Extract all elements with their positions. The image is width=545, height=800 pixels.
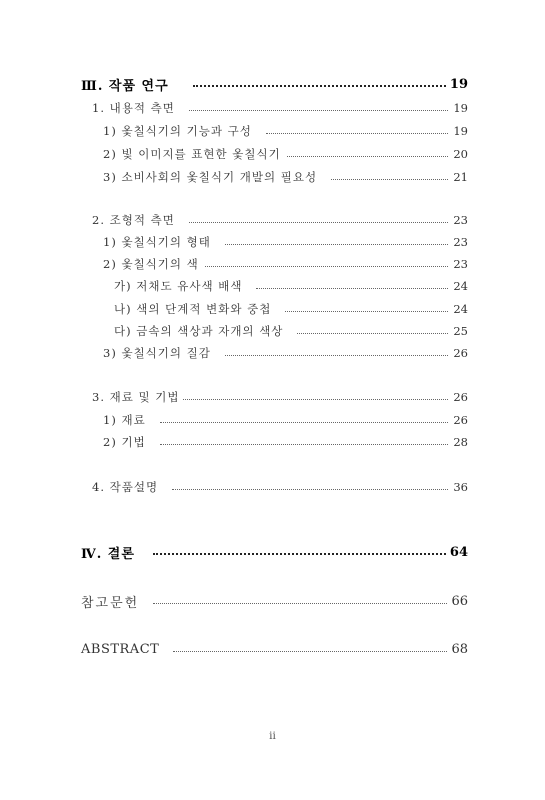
toc-page-number: 20 xyxy=(453,147,468,161)
toc-label: 참고문헌 xyxy=(81,595,140,611)
toc-page-number: 25 xyxy=(453,324,468,338)
toc-entry-section-1[interactable] xyxy=(0,99,545,117)
toc-label: 1) 재료 xyxy=(103,413,146,427)
toc-leader xyxy=(331,179,448,180)
toc-page-number: 66 xyxy=(451,593,468,609)
toc-leader xyxy=(160,444,448,445)
toc-entry-section-1-2[interactable] xyxy=(0,145,545,163)
toc-page-number: 21 xyxy=(453,170,468,184)
toc-entry-section-3[interactable] xyxy=(0,388,545,406)
toc-label: 2) 빛 이미지를 표현한 옻칠식기 xyxy=(103,147,281,161)
toc-page-number: 26 xyxy=(453,346,468,360)
toc-page-number: 26 xyxy=(453,413,468,427)
toc-entry-chapter-4[interactable] xyxy=(0,543,545,561)
toc-leader xyxy=(287,156,448,157)
toc-label: 1) 옻칠식기의 기능과 구성 xyxy=(103,124,252,138)
toc-leader xyxy=(256,288,448,289)
toc-page-number: 23 xyxy=(453,213,468,227)
toc-label: 3) 소비사회의 옻칠식기 개발의 필요성 xyxy=(103,170,318,184)
toc-page-number: 28 xyxy=(453,435,468,449)
toc-label: 4. 작품설명 xyxy=(92,480,159,494)
toc-page-number: 26 xyxy=(453,390,468,404)
toc-page-number: 36 xyxy=(453,480,468,494)
toc-leader xyxy=(153,553,446,555)
toc-leader xyxy=(183,399,448,400)
toc-leader xyxy=(285,311,448,312)
toc-entry-section-3-2[interactable] xyxy=(0,433,545,451)
toc-leader xyxy=(173,651,447,652)
toc-page-number: 64 xyxy=(449,544,468,560)
toc-leader xyxy=(205,266,448,267)
toc-page-number: 24 xyxy=(453,302,468,316)
toc-page-number: 19 xyxy=(453,101,468,115)
toc-entry-section-2-2-c[interactable] xyxy=(0,322,545,340)
toc-label: 2) 옻칠식기의 색 xyxy=(103,257,199,271)
toc-leader xyxy=(297,333,448,334)
toc-page-number: 23 xyxy=(453,257,468,271)
toc-page-number: 68 xyxy=(451,641,468,657)
toc-page-number: 24 xyxy=(453,279,468,293)
toc-entry-section-2-2[interactable] xyxy=(0,255,545,273)
toc-label: 나) 색의 단계적 변화와 중첩 xyxy=(114,302,272,316)
toc-leader xyxy=(153,603,447,604)
toc-entry-section-4[interactable] xyxy=(0,478,545,496)
toc-label: Ⅲ. 작품 연구 xyxy=(81,78,169,94)
toc-leader xyxy=(225,244,448,245)
toc-entry-references[interactable] xyxy=(0,592,545,610)
toc-entry-section-3-1[interactable] xyxy=(0,411,545,429)
toc-entry-section-1-1[interactable] xyxy=(0,122,545,140)
toc-label: 1. 내용적 측면 xyxy=(92,101,175,115)
toc-label: 2. 조형적 측면 xyxy=(92,213,175,227)
toc-page-number: 23 xyxy=(453,235,468,249)
toc-label: 3) 옻칠식기의 질감 xyxy=(103,346,211,360)
toc-entry-section-2-2-a[interactable] xyxy=(0,277,545,295)
toc-entry-abstract[interactable] xyxy=(0,640,545,658)
toc-label: 가) 저채도 유사색 배색 xyxy=(114,279,243,293)
toc-leader xyxy=(266,133,448,134)
toc-entry-section-2-3[interactable] xyxy=(0,344,545,362)
toc-leader xyxy=(189,222,448,223)
toc-leader xyxy=(189,110,448,111)
toc-label: ABSTRACT xyxy=(81,641,160,657)
toc-label: Ⅳ. 결론 xyxy=(81,546,135,562)
footer-page-number: ii xyxy=(269,730,276,742)
toc-entry-section-1-3[interactable] xyxy=(0,168,545,186)
toc-page-number: 19 xyxy=(449,76,468,92)
toc-label: 다) 금속의 색상과 자개의 색상 xyxy=(114,324,284,338)
toc-entry-section-2-2-b[interactable] xyxy=(0,300,545,318)
toc-entry-section-2[interactable] xyxy=(0,211,545,229)
toc-leader xyxy=(193,85,446,87)
toc-leader xyxy=(160,422,448,423)
toc-label: 3. 재료 및 기법 xyxy=(92,390,180,404)
toc-label: 1) 옻칠식기의 형태 xyxy=(103,235,211,249)
toc-page-number: 19 xyxy=(453,124,468,138)
toc-entry-section-2-1[interactable] xyxy=(0,233,545,251)
toc-leader xyxy=(172,489,448,490)
toc-entry-chapter-3[interactable] xyxy=(0,75,545,93)
toc-leader xyxy=(225,355,448,356)
toc-label: 2) 기법 xyxy=(103,435,146,449)
